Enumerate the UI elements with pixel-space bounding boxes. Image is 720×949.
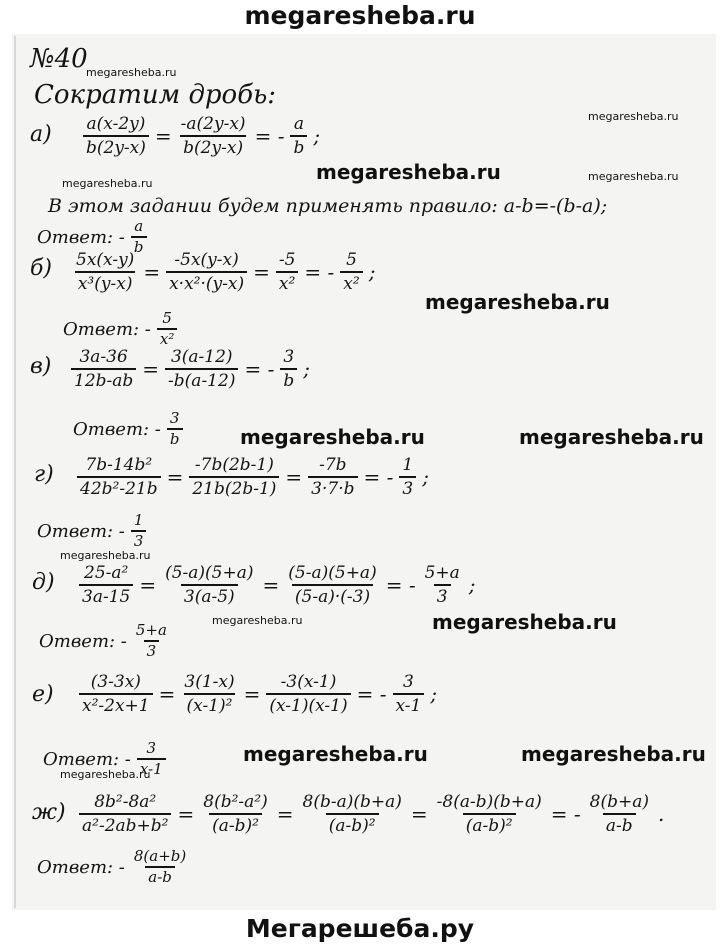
site-footer[interactable]: Мегарешеба.ру: [245, 914, 475, 943]
part-v-equation: $\frac{3a-36}{12b-ab}$ = $\frac{3(a-12)}{-b(a-12)}$ = - $\frac{3}{b}$ ;: [68, 347, 313, 391]
watermark: megaresheba.ru: [521, 742, 706, 766]
part-g-equation: $\frac{\text{7b-14b²}}{\text{42b²-21b}}$ = $\frac{-7b(2b-1)}{21b(2b-1)}$ = $\frac{-7b}{3\cdot 7\cdot b}$ = - $\frac{1}{3}$ ;: [74, 455, 432, 499]
fraction: $\frac{(5-a)(5+a)}{3(a-5)}$: [165, 563, 254, 607]
part-zh-answer: Ответ: - $\frac{8(a+b)}{a-b}$: [37, 847, 187, 886]
fraction: $\frac{-3(x-1)}{(x-1)(x-1)}$: [266, 672, 350, 716]
fraction: $\frac{3(1-x)}{\text{(x-1)²}}$: [184, 672, 235, 716]
part-b-answer: Ответ: - $\frac{5}{\text{x²}}$: [60, 310, 180, 348]
watermark: megaresheba.ru: [588, 170, 679, 183]
fraction: $\frac{a}{b}$: [290, 114, 307, 158]
fraction: $\frac{5}{\text{x²}}$: [340, 250, 362, 294]
fraction: $\frac{a(x-2y)}{b(2y-x)}$: [83, 114, 149, 158]
watermark: megaresheba.ru: [240, 425, 425, 449]
watermark: megaresheba.ru: [62, 177, 153, 190]
watermark: megaresheba.ru: [243, 742, 428, 766]
watermark: megaresheba.ru: [519, 425, 704, 449]
fraction: $\frac{-7b}{3\cdot 7\cdot b}$: [308, 455, 357, 499]
fraction: $\frac{-a(2y-x)}{b(2y-x)}$: [180, 114, 246, 158]
rule-text: В этом задании будем применять правило: a-b=-(b-a);: [48, 195, 608, 217]
part-b-label: б): [30, 256, 53, 281]
fraction: $\frac{\text{8b²-8a²}}{\text{a²-2ab+b²}}$: [79, 792, 171, 836]
part-b-equation: $\frac{5x(x-y)}{\text{x³(y-x)}}$ = $\frac{-5x(y-x)}{\text{x·x²·(y-x)}}$ = $\frac{-5}{\text{x²}}$ = - $\frac{5}{\text{x²}}$ ;: [70, 250, 378, 294]
fraction: $\frac{1}{3}$: [399, 455, 416, 499]
fraction: $\frac{3}{x-1}$: [393, 672, 425, 716]
site-header[interactable]: megaresheba.ru: [244, 1, 476, 30]
sheet-edge: [14, 36, 16, 908]
watermark: megaresheba.ru: [86, 66, 177, 79]
fraction: $\frac{3}{b}$: [280, 347, 297, 391]
part-g-label: г): [34, 462, 54, 487]
part-d-answer: Ответ: - $\frac{5+a}{3}$: [39, 621, 167, 660]
part-v-answer: Ответ: - $\frac{3}{b}$: [70, 410, 186, 448]
fraction: $\frac{(3-3x)}{\text{x²-2x+1}}$: [79, 672, 153, 716]
part-e-equation: $\frac{(3-3x)}{\text{x²-2x+1}}$ = $\frac{3(1-x)}{\text{(x-1)²}}$ = $\frac{-3(x-1)}{(x-1)(x-1)}$ = - $\frac{3}{x-1}$ ;: [76, 672, 440, 716]
fraction: $\frac{3(a-12)}{-b(a-12)}$: [165, 347, 238, 391]
watermark: megaresheba.ru: [316, 160, 501, 184]
fraction: $\frac{\text{8(b²-a²)}}{\text{(a-b)²}}$: [203, 792, 268, 836]
fraction: $\frac{5x(x-y)}{\text{x³(y-x)}}$: [76, 250, 135, 294]
fraction: $\frac{5+a}{3}$: [424, 563, 460, 607]
part-e-label: е): [32, 682, 54, 707]
part-d-equation: $\frac{\text{25-a²}}{3a-15}$ = $\frac{(5-a)(5+a)}{3(a-5)}$ = $\frac{(5-a)(5+a)}{(5-a)\cdot(-3)}$ = - $\frac{5+a}{3}$ ;: [76, 563, 479, 607]
watermark: megaresheba.ru: [588, 110, 679, 123]
fraction: $\frac{-5}{\text{x²}}$: [276, 250, 299, 294]
part-g-answer: Ответ: - $\frac{1}{3}$: [34, 512, 149, 550]
fraction: $\frac{\text{25-a²}}{3a-15}$: [79, 563, 133, 607]
part-e-answer: Ответ: - $\frac{3}{x-1}$: [40, 740, 169, 778]
fraction: $\frac{-5x(y-x)}{\text{x·x²·(y-x)}}$: [166, 250, 247, 294]
fraction: $\frac{-7b(2b-1)}{21b(2b-1)}$: [189, 455, 279, 499]
fraction: $\frac{-8(a-b)(b+a)}{\text{(a-b)²}}$: [436, 792, 542, 836]
problem-intro: Сократим дробь:: [34, 80, 276, 110]
part-zh-label: ж): [32, 800, 66, 825]
part-a-answer: Ответ: - $\frac{a}{b}$: [34, 218, 150, 256]
part-d-label: д): [32, 570, 55, 595]
part-a-label: a): [30, 122, 52, 147]
watermark: megaresheba.ru: [60, 549, 151, 562]
watermark: megaresheba.ru: [425, 290, 610, 314]
fraction: $\frac{8(b+a)}{a-b}$: [589, 792, 649, 836]
fraction: $\frac{(5-a)(5+a)}{(5-a)\cdot(-3)}$: [288, 563, 377, 607]
watermark: megaresheba.ru: [432, 610, 617, 634]
part-a-equation: $\frac{a(x-2y)}{b(2y-x)}$ = $\frac{-a(2y-x)}{b(2y-x)}$ = - $\frac{a}{b}$ ;: [80, 114, 323, 158]
watermark: megaresheba.ru: [60, 768, 151, 781]
problem-number: №40: [30, 44, 88, 74]
watermark: megaresheba.ru: [212, 614, 303, 627]
fraction: $\frac{8(b-a)(b+a)}{\text{(a-b)²}}$: [302, 792, 402, 836]
fraction: $\frac{3a-36}{12b-ab}$: [71, 347, 136, 391]
part-v-label: в): [30, 354, 52, 379]
part-zh-equation: $\frac{\text{8b²-8a²}}{\text{a²-2ab+b²}}$ = $\frac{\text{8(b²-a²)}}{\text{(a-b)²}}$ = $\frac{8(b-a)(b+a)}{\text{(a-b)²}}$ = $\frac{-8(a-b)(b+a)}{\text{(a-b)²}}$ = - $\frac{8(b+a)}{a-b}$ .: [76, 792, 667, 836]
fraction: $\frac{\text{7b-14b²}}{\text{42b²-21b}}$: [77, 455, 161, 499]
